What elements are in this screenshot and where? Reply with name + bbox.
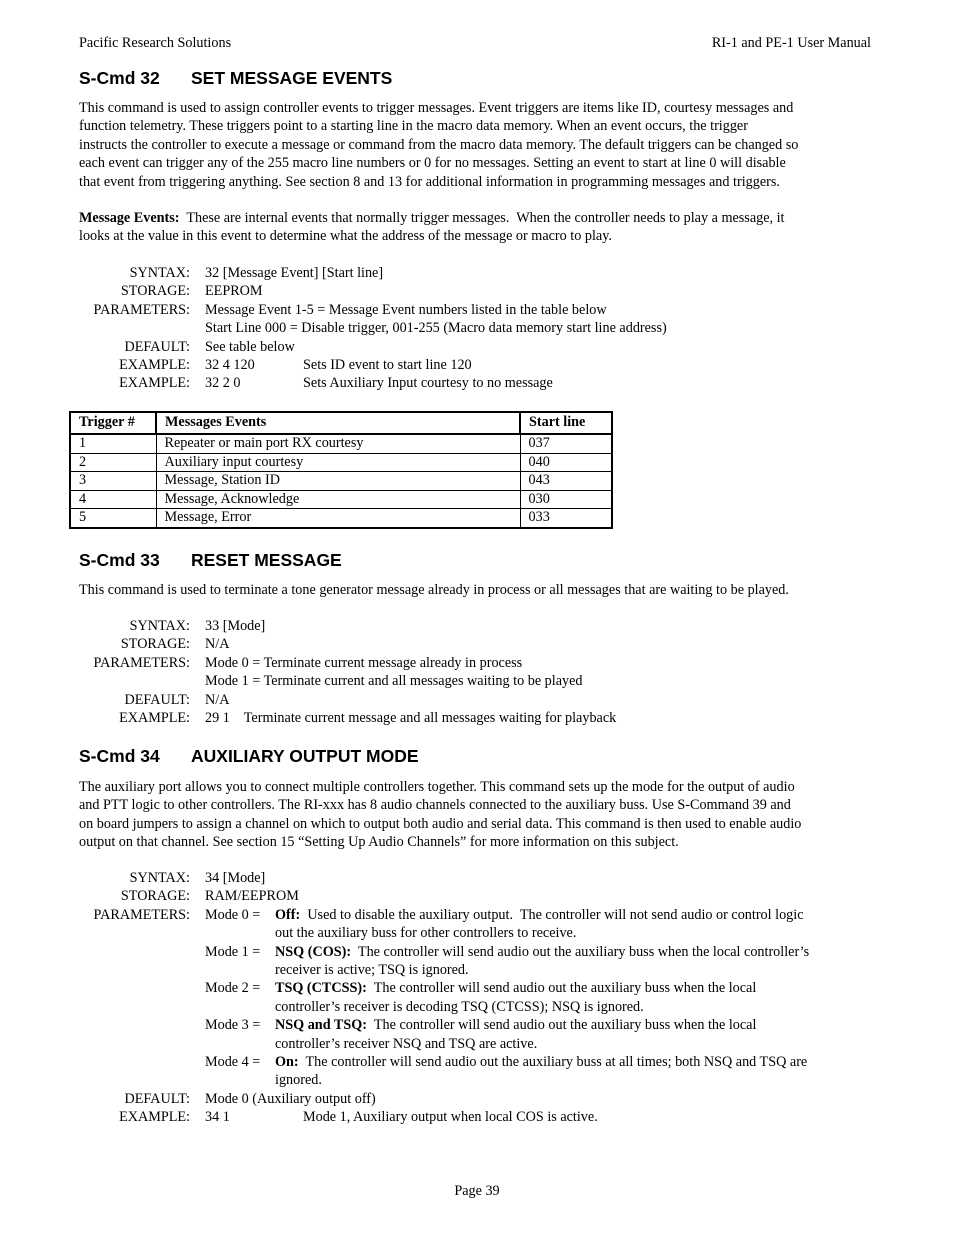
parameter-line: Mode 0 = Terminate current message already in process xyxy=(205,654,523,671)
mode-name: NSQ and TSQ: xyxy=(275,1017,367,1034)
page-number: Page 39 xyxy=(454,1183,500,1199)
mode-description xyxy=(275,1016,875,1034)
header-manual-title: RI-1 and PE-1 User Manual xyxy=(711,35,871,51)
message-events-label: Message Events: xyxy=(79,210,180,226)
default-label: DEFAULT: xyxy=(124,1090,190,1107)
text-line: controller’s receiver NSQ and TSQ are active. xyxy=(275,1035,538,1052)
column-header: Messages Events xyxy=(156,412,520,434)
table-row xyxy=(70,490,612,509)
mode-description xyxy=(275,943,875,961)
mode-name: TSQ (CTCSS): xyxy=(275,980,367,997)
parameters-label: PARAMETERS: xyxy=(93,654,190,671)
parameters-label: PARAMETERS: xyxy=(93,301,190,318)
table-cell: 2 xyxy=(70,453,156,472)
syntax-label: SYNTAX: xyxy=(129,870,190,886)
text-line: on board jumpers to assign a channel on which to output both audio and serial data. This command is then used to enable audio xyxy=(79,815,802,832)
syntax-value: 34 [Mode] xyxy=(205,870,266,886)
mode-name: On: xyxy=(275,1054,299,1070)
example-label: EXAMPLE: xyxy=(119,710,190,726)
page-header xyxy=(79,35,871,53)
column-header: Start line xyxy=(520,412,612,434)
storage-label: STORAGE: xyxy=(120,888,190,905)
cmd33-intro: This command is used to terminate a tone generator message already in process or all messages that are waiting to be played. xyxy=(79,582,789,598)
table-cell: 037 xyxy=(520,434,612,453)
text-line: This command is used to assign controller events to trigger messages. Event triggers are items like ID, courtesy messages and xyxy=(79,100,794,116)
table-cell: 5 xyxy=(70,509,156,528)
text-line: output on that channel. See section 15 “Setting Up Audio Channels” for more information on this subject. xyxy=(79,834,679,851)
mode-label: Mode 0 = xyxy=(205,906,261,923)
text-line: and PTT logic to other controllers. The RI-xxx has 8 audio channels connected to the auxiliary buss. Use S-Command 39 and xyxy=(79,797,791,814)
mode-label: Mode 3 = xyxy=(205,1017,261,1034)
table-row xyxy=(70,509,612,528)
text-line: ignored. xyxy=(275,1072,322,1089)
example-description: Sets ID event to start line 120 xyxy=(303,357,472,373)
text-line: out the auxiliary buss for other controllers to receive. xyxy=(275,925,577,942)
example-label: EXAMPLE: xyxy=(119,375,190,392)
default-value: N/A xyxy=(205,691,230,708)
text-line: looks at the value in this event to determine what the address of the message or macro to play. xyxy=(79,228,612,245)
mode-description xyxy=(275,1053,875,1071)
section-number: S-Cmd 34 xyxy=(79,746,160,766)
text-line: The controller will send audio out the auxiliary buss when the local controller’s xyxy=(351,943,810,960)
storage-label: STORAGE: xyxy=(120,636,190,653)
text-line: controller’s receiver is decoding TSQ (CTCSS); NSQ is ignored. xyxy=(275,998,644,1015)
table-row xyxy=(70,434,612,453)
section-title: SET MESSAGE EVENTS xyxy=(191,68,393,88)
mode-description xyxy=(275,906,875,924)
table-header-row xyxy=(70,412,612,434)
text-line: function telemetry. These triggers point to a starting line in the macro data memory. When an event occurs, the trigger xyxy=(79,118,748,135)
example-command: 32 2 0 xyxy=(205,375,241,392)
text-line: receiver is active; TSQ is ignored. xyxy=(275,962,469,978)
text-line: instructs the controller to execute a message or command from the macro data memory. The default triggers can be changed so xyxy=(79,136,799,153)
section-title: RESET MESSAGE xyxy=(191,550,342,570)
syntax-value: 33 [Mode] xyxy=(205,618,266,634)
text-line: each event can trigger any of the 255 macro line numbers or 0 for no messages. Setting an event to start at line 0 will disable xyxy=(79,155,786,172)
syntax-label: SYNTAX: xyxy=(129,618,190,634)
mode-label: Mode 1 = xyxy=(205,943,261,960)
section-number: S-Cmd 32 xyxy=(79,68,160,88)
table-row xyxy=(70,453,612,472)
table-cell: 043 xyxy=(520,472,612,491)
table-cell: 1 xyxy=(70,434,156,453)
parameter-line: Message Event 1-5 = Message Event numbers listed in the table below xyxy=(205,301,607,318)
storage-value: RAM/EEPROM xyxy=(205,888,299,905)
syntax-value: 32 [Message Event] [Start line] xyxy=(205,265,384,281)
parameters-label: PARAMETERS: xyxy=(93,906,190,923)
text-line: that event from triggering anything. See section 8 and 13 for additional information in programming messages and triggers. xyxy=(79,173,780,190)
table-cell: Message, Acknowledge xyxy=(156,490,520,509)
default-label: DEFAULT: xyxy=(124,338,190,355)
mode-label: Mode 2 = xyxy=(205,980,261,997)
table-cell: 030 xyxy=(520,490,612,509)
default-value: Mode 0 (Auxiliary output off) xyxy=(205,1090,376,1107)
section-heading-cmd32 xyxy=(79,68,392,89)
storage-value: EEPROM xyxy=(205,283,263,300)
section-heading-cmd33 xyxy=(79,550,342,571)
example-command: 34 1 xyxy=(205,1109,230,1126)
default-value: See table below xyxy=(205,338,295,355)
table-cell: Message, Station ID xyxy=(156,472,520,491)
mode-label: Mode 4 = xyxy=(205,1054,261,1070)
text-line: The auxiliary port allows you to connect multiple controllers together. This command sets up the mode for the output of audio xyxy=(79,779,795,795)
parameter-line: Start Line 000 = Disable trigger, 001-255 (Macro data memory start line address) xyxy=(205,320,667,337)
section-heading-cmd34 xyxy=(79,746,419,767)
text-line: The controller will send audio out the auxiliary buss when the local xyxy=(367,1017,757,1034)
mode-name: NSQ (COS): xyxy=(275,943,352,960)
syntax-label: SYNTAX: xyxy=(129,265,190,281)
section-title: AUXILIARY OUTPUT MODE xyxy=(191,746,419,766)
example-value: 29 1 Terminate current message and all messages waiting for playback xyxy=(205,710,617,726)
mode-description xyxy=(275,979,875,997)
example-command: 32 4 120 xyxy=(205,357,255,373)
table-cell: 033 xyxy=(520,509,612,528)
text-line: These are internal events that normally trigger messages. When the controller needs to play a message, it xyxy=(179,210,785,226)
table-cell: 3 xyxy=(70,472,156,491)
text-line: The controller will send audio out the auxiliary buss when the local xyxy=(366,980,757,997)
table-cell: Repeater or main port RX courtesy xyxy=(156,434,520,453)
trigger-table xyxy=(69,411,613,529)
section-number: S-Cmd 33 xyxy=(79,550,160,570)
storage-label: STORAGE: xyxy=(120,283,190,300)
example-label: EXAMPLE: xyxy=(119,357,190,373)
table-row xyxy=(70,472,612,491)
cmd32-message-events xyxy=(79,209,879,246)
default-label: DEFAULT: xyxy=(124,691,190,708)
header-company: Pacific Research Solutions xyxy=(79,35,232,51)
example-label: EXAMPLE: xyxy=(119,1109,190,1126)
text-line: The controller will send audio out the auxiliary buss at all times; both NSQ and TSQ are xyxy=(298,1054,808,1070)
mode-name: Off: xyxy=(275,906,301,923)
example-description: Sets Auxiliary Input courtesy to no message xyxy=(303,375,553,392)
column-header: Trigger # xyxy=(70,412,156,434)
cmd32-intro xyxy=(79,99,879,191)
example-description: Mode 1, Auxiliary output when local COS is active. xyxy=(303,1109,598,1126)
table-cell: Message, Error xyxy=(156,509,520,528)
storage-value: N/A xyxy=(205,636,230,653)
table-cell: Auxiliary input courtesy xyxy=(156,453,520,472)
table-cell: 040 xyxy=(520,453,612,472)
text-line: Used to disable the auxiliary output. The controller will not send audio or control logic xyxy=(300,906,804,923)
parameter-line: Mode 1 = Terminate current and all messages waiting to be played xyxy=(205,673,583,690)
table-cell: 4 xyxy=(70,490,156,509)
cmd34-intro xyxy=(79,778,879,852)
